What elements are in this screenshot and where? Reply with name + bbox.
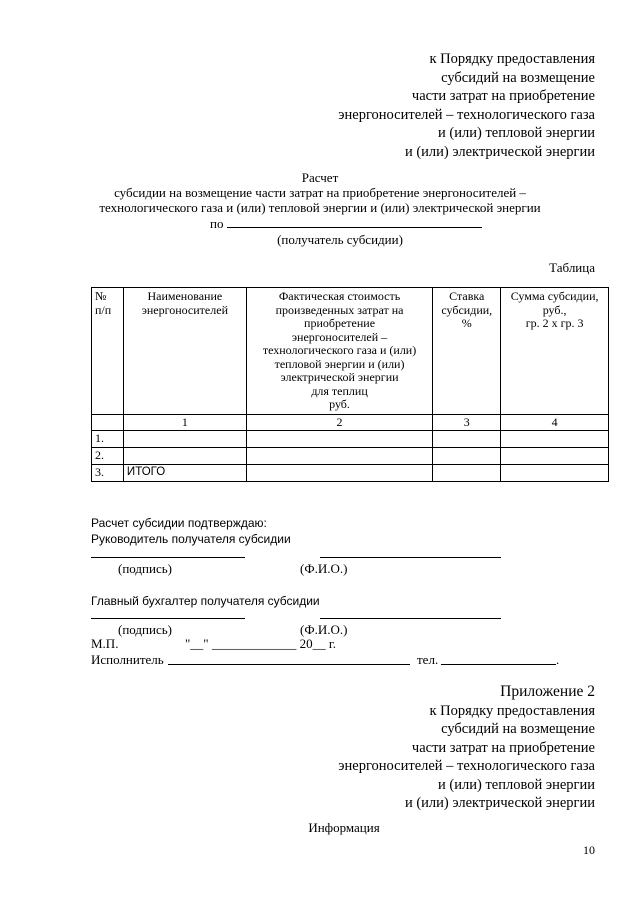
fio-caption: (Ф.И.О.) [300,561,348,576]
header-text: электрической энергии [280,370,399,384]
head-label: Руководитель получателя субсидии [91,532,291,546]
column-number-cell: 1 [123,414,246,431]
table-row [92,431,609,448]
header-text: технологического газа и (или) [262,343,417,357]
reference-line: субсидий на возмещение [441,69,595,86]
row-sum-cell [501,431,609,448]
confirm-label: Расчет субсидии подтверждаю: [91,516,267,530]
fio-caption: (Ф.И.О.) [300,622,348,637]
row-rate-cell [433,448,501,465]
header-text: произведенных затрат на [275,302,404,317]
table-label: Таблица [549,260,595,275]
reference-line: энергоносителей – технологического газа [338,758,595,774]
calculation-title: Расчет [301,170,339,185]
table-row [92,448,609,465]
appendix-reference-bottom [338,683,595,813]
calculation-title-block [0,170,640,215]
header-text: для теплиц [311,383,368,398]
reference-line: и (или) тепловой энергии [438,776,595,793]
page-number: 10 [583,843,595,857]
fio-line [320,618,501,619]
accountant-label: Главный бухгалтер получателя субсидии [91,594,320,608]
date-field: "__" _____________ 20__ г. [185,636,336,651]
reference-line: части затрат на приобретение [411,88,595,104]
recipient-line [210,216,482,232]
header-text: Наименование [147,289,223,303]
signature-line [91,618,245,619]
header-text: № [95,289,107,303]
executor-line [168,664,410,665]
phone-period: . [556,652,560,667]
reference-line: к Порядку предоставления [429,702,595,719]
header-cell-name [123,288,246,415]
row-name-cell: ИТОГО [123,465,246,482]
calculation-subtitle-line: технологического газа и (или) тепловой энергии и (или) электрической энергии [99,200,541,215]
header-text: приобретение [304,316,376,330]
subsidy-table [91,287,609,482]
row-sum-cell [501,448,609,465]
row-number-cell: 3. [92,465,124,482]
row-number-cell: 2. [92,448,124,465]
header-text: руб., [542,302,567,317]
header-cell-number [92,288,124,415]
executor-label: Исполнитель [91,652,164,667]
column-number-cell: 3 [433,414,501,431]
recipient-prefix: по [210,216,224,231]
row-name-cell [123,431,246,448]
reference-line: части затрат на приобретение [411,739,595,756]
reference-line: к Порядку предоставления [429,51,595,67]
column-number-cell [92,414,124,431]
header-text: руб. [329,397,350,411]
header-text: Сумма субсидии, [510,289,599,303]
phone-label: тел. [417,652,439,667]
header-cell-cost [246,288,433,415]
row-cost-cell [246,448,433,465]
row-cost-cell [246,465,433,482]
header-text: Фактическая стоимость [278,289,401,303]
column-number-cell: 4 [501,414,609,431]
row-cost-cell [246,431,433,448]
stamp-label: М.П. [91,636,119,651]
fio-line [320,557,501,558]
row-name-cell [123,448,246,465]
table-header-row [92,288,609,415]
row-sum-cell [501,465,609,482]
recipient-blank [227,216,482,228]
row-rate-cell [433,431,501,448]
header-text: п/п [95,302,112,317]
column-number-row [92,414,609,431]
signature-caption: (подпись) [118,622,172,637]
header-text: тепловой энергии и (или) [274,356,405,371]
recipient-caption: (получатель субсидии) [277,232,403,247]
reference-line: и (или) электрической энергии [404,143,595,160]
header-cell-rate [433,288,501,415]
header-text: энергоносителей [141,302,228,317]
appendix-title: Приложение 2 [500,683,595,700]
column-number-cell: 2 [246,414,433,431]
reference-line: и (или) электрической энергии [404,795,595,811]
header-text: гр. 2 х гр. 3 [525,316,584,330]
header-cell-sum [501,288,609,415]
reference-line: и (или) тепловой энергии [438,125,595,141]
phone-line [441,664,556,665]
header-text: Ставка [449,289,485,303]
signature-line [91,557,245,558]
header-text: энергоносителей – [291,329,388,344]
information-title: Информация [308,820,380,835]
row-number-cell: 1. [92,431,124,448]
row-rate-cell [433,465,501,482]
signature-caption: (подпись) [118,561,172,576]
reference-line: энергоносителей – технологического газа [338,106,595,123]
appendix-reference-top [338,50,595,161]
header-text: субсидии, [441,302,493,317]
calculation-subtitle-line: субсидии на возмещение части затрат на приобретение энергоносителей – [114,185,526,200]
reference-line: субсидий на возмещение [441,721,595,737]
table-row-total [92,465,609,482]
header-text: % [461,316,472,330]
